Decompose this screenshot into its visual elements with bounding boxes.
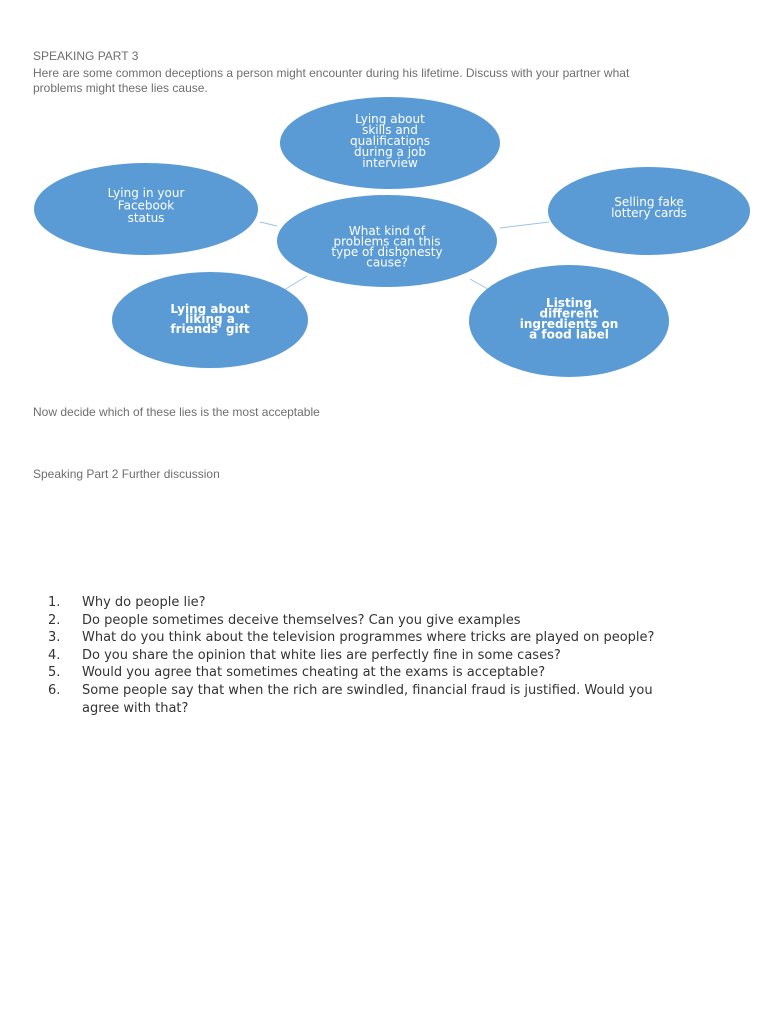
question-number: 1. xyxy=(48,595,61,610)
question-item xyxy=(48,612,732,630)
intro-line-1: Here are some common deceptions a person might encounter during his lifetime. Discuss with your partner what xyxy=(33,66,630,80)
bubble-3-label: lottery cards xyxy=(611,206,687,220)
connector-line xyxy=(284,276,307,290)
connector-line xyxy=(260,222,277,226)
bubble-1-label: during a job xyxy=(354,145,426,159)
bubble-2-label: Facebook xyxy=(117,198,175,213)
question-item xyxy=(48,647,732,665)
question-text: Why do people lie? xyxy=(82,595,206,610)
question-text: Do you share the opinion that white lies are perfectly fine in some cases? xyxy=(82,647,561,663)
bubble-4-label: liking a xyxy=(185,312,235,326)
question-number: 6. xyxy=(48,682,61,698)
bubble-1-label: Lying about xyxy=(355,112,425,126)
bubble-3 xyxy=(548,167,750,255)
question-item xyxy=(48,629,732,647)
section-title: Speaking Part 2 Further discussion xyxy=(33,467,220,481)
bubble-4-label: Lying about xyxy=(170,302,250,316)
bubble-1-label: skills and xyxy=(362,123,418,137)
bubble-1-label: interview xyxy=(362,156,418,170)
intro-line-2: problems might these lies cause. xyxy=(33,81,208,95)
center-bubble-label: What kind of xyxy=(348,224,426,238)
question-list xyxy=(48,594,732,717)
question-number: 4. xyxy=(48,647,61,663)
question-text: Would you agree that sometimes cheating at the exams is acceptable? xyxy=(82,665,546,681)
question-text: Some people say that when the rich are swindled, financial fraud is justified. Would you xyxy=(82,682,653,698)
bubble-5 xyxy=(469,265,669,377)
center-bubble-label: cause? xyxy=(366,255,408,270)
bubble-2-label: Lying in your xyxy=(107,186,185,200)
bubble-5-label: different xyxy=(539,306,599,321)
question-text: Do people sometimes deceive themselves? Can you give examples xyxy=(82,612,521,628)
bubble-1-label: qualifications xyxy=(350,134,430,148)
center-bubble-label: type of dishonesty xyxy=(331,245,443,259)
page-title: SPEAKING PART 3 xyxy=(33,49,139,63)
bubble-5-label: Listing xyxy=(546,296,592,310)
question-text: agree with that? xyxy=(82,700,189,716)
question-number: 3. xyxy=(48,630,61,646)
bubble-4 xyxy=(112,272,308,368)
bubble-4-label: friends' gift xyxy=(170,322,250,336)
question-item xyxy=(48,664,732,682)
instruction-text: Now decide which of these lies is the most acceptable xyxy=(33,405,320,419)
question-text: What do you think about the television programmes where tricks are played on people? xyxy=(82,630,655,646)
question-item xyxy=(48,682,732,717)
bubble-5-label: a food label xyxy=(529,327,609,342)
question-number: 2. xyxy=(48,612,61,628)
bubble-2 xyxy=(34,163,258,255)
bubble-5-label: ingredients on xyxy=(519,317,619,331)
bubble-1 xyxy=(280,97,500,189)
connector-line xyxy=(500,222,549,228)
mind-map-diagram xyxy=(0,0,768,400)
question-item xyxy=(48,594,732,612)
center-bubble xyxy=(277,195,497,287)
bubble-3-label: Selling fake xyxy=(614,195,684,209)
bubble-2-label: status xyxy=(127,211,165,225)
question-number: 5. xyxy=(48,665,61,681)
center-bubble-label: problems can this xyxy=(333,234,441,249)
